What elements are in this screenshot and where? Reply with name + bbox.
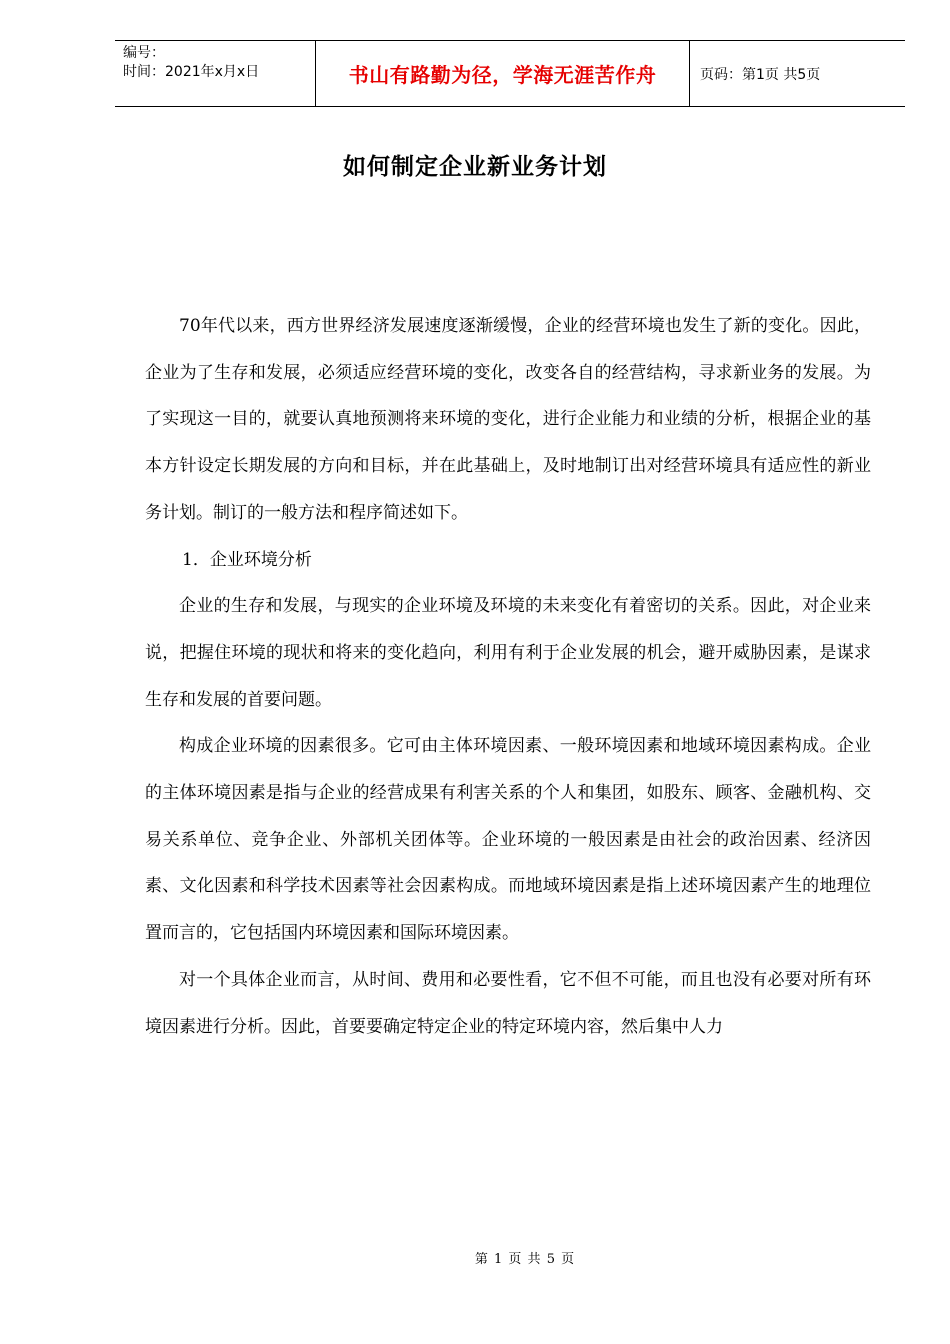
- paragraph-specific: 对一个具体企业而言，从时间、费用和必要性看，它不但不可能，而且也没有必要对所有环境因素进行分析。因此，首要要确定特定企业的特定环境内容，然后集中人力: [145, 969, 871, 1037]
- paragraph-environment: 企业的生存和发展，与现实的企业环境及环境的未来变化有着密切的关系。因此，对企业来说，把握住环境的现状和将来的变化趋向，利用有利于企业发展的机会，避开威胁因素，是谋求生存和发展的首要问题。: [145, 596, 871, 710]
- page-footer: 第 1 页 共 5 页: [474, 1252, 576, 1267]
- paragraph-intro: 70年代以来，西方世界经济发展速度逐渐缓慢，企业的经营环境也发生了新的变化。因此，企业为了生存和发展，必须适应经营环境的变化，改变各自的经营结构，寻求新业务的发展。为了实现这一目的，就要认真地预测将来环境的变化，进行企业能力和业绩的分析，根据企业的基本方针设定长期发展的方向和目标，并在此基础上，及时地制订出对经营环境具有适应性的新业务计划。制订的一般方法和程序简述如下。: [145, 316, 871, 523]
- header-motto: 书山有路勤为径，学海无涯苦作舟: [316, 41, 690, 106]
- time-label: 时间：2021年x月x日: [123, 64, 260, 80]
- header-page-info: 页码：第1页 共5页: [700, 66, 821, 83]
- header-meta: [115, 41, 316, 106]
- page-header: [115, 40, 905, 107]
- section-heading-1: 1．企业环境分析: [182, 549, 312, 570]
- document-body: [145, 303, 871, 1050]
- paragraph-factors: 构成企业环境的因素很多。它可由主体环境因素、一般环境因素和地域环境因素构成。企业的主体环境因素是指与企业的经营成果有利害关系的个人和集团，如股东、顾客、金融机构、交易关系单位、竞争企业、外部机关团体等。企业环境的一般因素是由社会的政治因素、经济因素、文化因素和科学技术因素等社会因素构成。而地域环境因素是指上述环境因素产生的地理位置而言的，它包括国内环境因素和国际环境因素。: [145, 736, 871, 944]
- document-title: 如何制定企业新业务计划: [343, 154, 607, 180]
- code-label: 编号：: [123, 45, 165, 61]
